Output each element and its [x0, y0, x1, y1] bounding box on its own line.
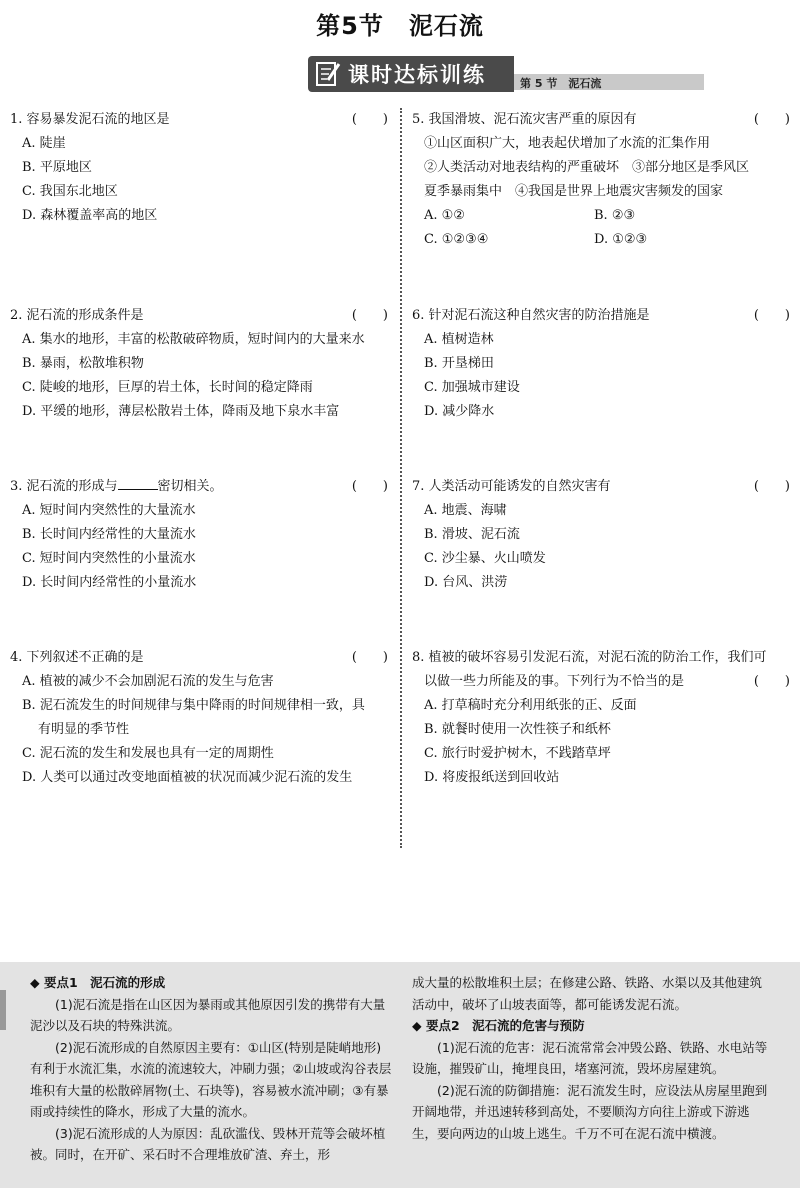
side-tab	[0, 990, 6, 1030]
question-stem: 5. 我国滑坡、泥石流灾害严重的原因有	[412, 112, 637, 127]
option: C. ①②③④	[424, 232, 489, 247]
option: C. 短时间内突然性的小量流水	[22, 551, 196, 566]
option: C. 加强城市建设	[424, 380, 520, 395]
question-stem: 8. 植被的破坏容易引发泥石流，对泥石流的防治工作，我们可	[412, 650, 767, 665]
option: C. 我国东北地区	[22, 184, 118, 199]
option: B. 长时间内经常性的大量流水	[22, 527, 196, 542]
option: D. 平缓的地形，薄层松散岩土体，降雨及地下泉水丰富	[22, 404, 340, 419]
option: D. ①②③	[594, 232, 648, 247]
question-stem: 6. 针对泥石流这种自然灾害的防治措施是	[412, 308, 650, 323]
section-banner	[308, 56, 704, 92]
option: B. ②③	[594, 208, 636, 223]
statement-line: ②人类活动对地表结构的严重破坏 ③部分地区是季风区	[424, 160, 750, 175]
option-continued: 有明显的季节性	[38, 722, 130, 737]
option: A. 植被的减少不会加剧泥石流的发生与危害	[22, 674, 274, 689]
question-4	[10, 646, 388, 790]
key-point-1-title: ◆ 要点1 泥石流的形成	[30, 975, 166, 990]
option-row	[412, 204, 790, 228]
option: A. ①②	[424, 208, 465, 223]
answer-paren: ( )	[351, 308, 388, 323]
question-stem: 7. 人类活动可能诱发的自然灾害有	[412, 479, 611, 494]
notebook-pencil-icon	[312, 58, 344, 90]
option: A. 植树造林	[424, 332, 494, 347]
option: C. 泥石流的发生和发展也具有一定的周期性	[22, 746, 274, 761]
question-stem-end: 密切相关。	[157, 479, 223, 494]
answer-paren: ( )	[753, 308, 790, 323]
option: D. 减少降水	[424, 404, 495, 419]
option: D. 将废报纸送到回收站	[424, 770, 560, 785]
page-title: 第5节 泥石流	[316, 12, 484, 40]
banner-title: 课时达标训练	[348, 63, 486, 87]
answer-paren: ( )	[351, 479, 388, 494]
option: A. 地震、海啸	[424, 503, 507, 518]
key-point-paragraph: (3)泥石流形成的人为原因：乱砍滥伐、毁林开荒等会破坏植被。同时，在开矿、采石时不合理堆放矿渣、弃土，形	[30, 1125, 386, 1162]
option: A. 陡崖	[22, 136, 66, 151]
option: B. 滑坡、泥石流	[424, 527, 520, 542]
column-divider	[400, 108, 402, 848]
question-5	[412, 108, 790, 252]
option: A. 短时间内突然性的大量流水	[22, 503, 196, 518]
option: A. 集水的地形，丰富的松散破碎物质，短时间内的大量来水	[22, 332, 365, 347]
option: C. 沙尘暴、火山喷发	[424, 551, 546, 566]
question-stem: 1. 容易暴发泥石流的地区是	[10, 112, 170, 127]
key-point-paragraph: (2)泥石流的防御措施：泥石流发生时，应设法从房屋里跑到开阔地带，并迅速转移到高处，不要顺沟方向往上游或下游逃生，要向两边的山坡上逃生。千万不可在泥石流中横渡。	[412, 1082, 768, 1141]
question-stem: 2. 泥石流的形成条件是	[10, 308, 144, 323]
answer-paren: ( )	[753, 479, 790, 494]
option-row	[412, 228, 790, 252]
key-point-2-title: ◆ 要点2 泥石流的危害与预防	[412, 1018, 585, 1033]
question-stem-cont: 以做一些力所能及的事。下列行为不恰当的是	[424, 674, 685, 689]
banner-subtitle: 第 5 节 泥石流	[520, 77, 602, 90]
question-1	[10, 108, 388, 228]
answer-paren: ( )	[753, 674, 790, 689]
answer-paren: ( )	[351, 650, 388, 665]
question-7	[412, 475, 790, 595]
answer-paren: ( )	[753, 112, 790, 127]
statement-line: 夏季暴雨集中 ④我国是世界上地震灾害频发的国家	[424, 184, 724, 199]
key-points-right	[412, 972, 774, 1144]
fill-blank	[118, 475, 158, 490]
option: B. 开垦梯田	[424, 356, 494, 371]
option: D. 台风、洪涝	[424, 575, 508, 590]
option: B. 暴雨，松散堆积物	[22, 356, 144, 371]
option: D. 人类可以通过改变地面植被的状况而减少泥石流的发生	[22, 770, 353, 785]
statement-line: ①山区面积广大，地表起伏增加了水流的汇集作用	[424, 136, 711, 151]
option: C. 旅行时爱护树木，不践踏草坪	[424, 746, 611, 761]
question-3	[10, 475, 388, 595]
key-points-left	[30, 972, 392, 1166]
question-6	[412, 304, 790, 424]
key-point-paragraph: (1)泥石流的危害：泥石流常常会冲毁公路、铁路、水电站等设施，摧毁矿山，掩埋良田，堵塞河流，毁坏房屋建筑。	[412, 1039, 768, 1076]
option: B. 平原地区	[22, 160, 92, 175]
question-stem: 3. 泥石流的形成与	[10, 479, 118, 494]
option: A. 打草稿时充分利用纸张的正、反面	[424, 698, 637, 713]
question-2	[10, 304, 388, 424]
question-stem: 4. 下列叙述不正确的是	[10, 650, 144, 665]
option: C. 陡峻的地形，巨厚的岩土体，长时间的稳定降雨	[22, 380, 313, 395]
key-point-paragraph-cont: 成大量的松散堆积土层；在修建公路、铁路、水渠以及其他建筑活动中，破坏了山坡表面等，都可能诱发泥石流。	[412, 975, 763, 1012]
option: D. 长时间内经常性的小量流水	[22, 575, 197, 590]
option: B. 就餐时使用一次性筷子和纸杯	[424, 722, 611, 737]
key-point-paragraph: (2)泥石流形成的自然原因主要有：①山区(特别是陡峭地形)有利于水流汇集，水流的流速较大，冲刷力强；②山坡或沟谷表层堆积有大量的松散碎屑物(土、石块等)，容易被水流冲刷；③有暴雨或持续性的降水，形成了大量的流水。	[30, 1039, 392, 1119]
key-point-paragraph: (1)泥石流是指在山区因为暴雨或其他原因引发的携带有大量泥沙以及石块的特殊洪流。	[30, 996, 386, 1033]
answer-paren: ( )	[351, 112, 388, 127]
option: D. 森林覆盖率高的地区	[22, 208, 158, 223]
question-8	[412, 646, 790, 790]
option: B. 泥石流发生的时间规律与集中降雨的时间规律相一致，具	[22, 698, 365, 713]
